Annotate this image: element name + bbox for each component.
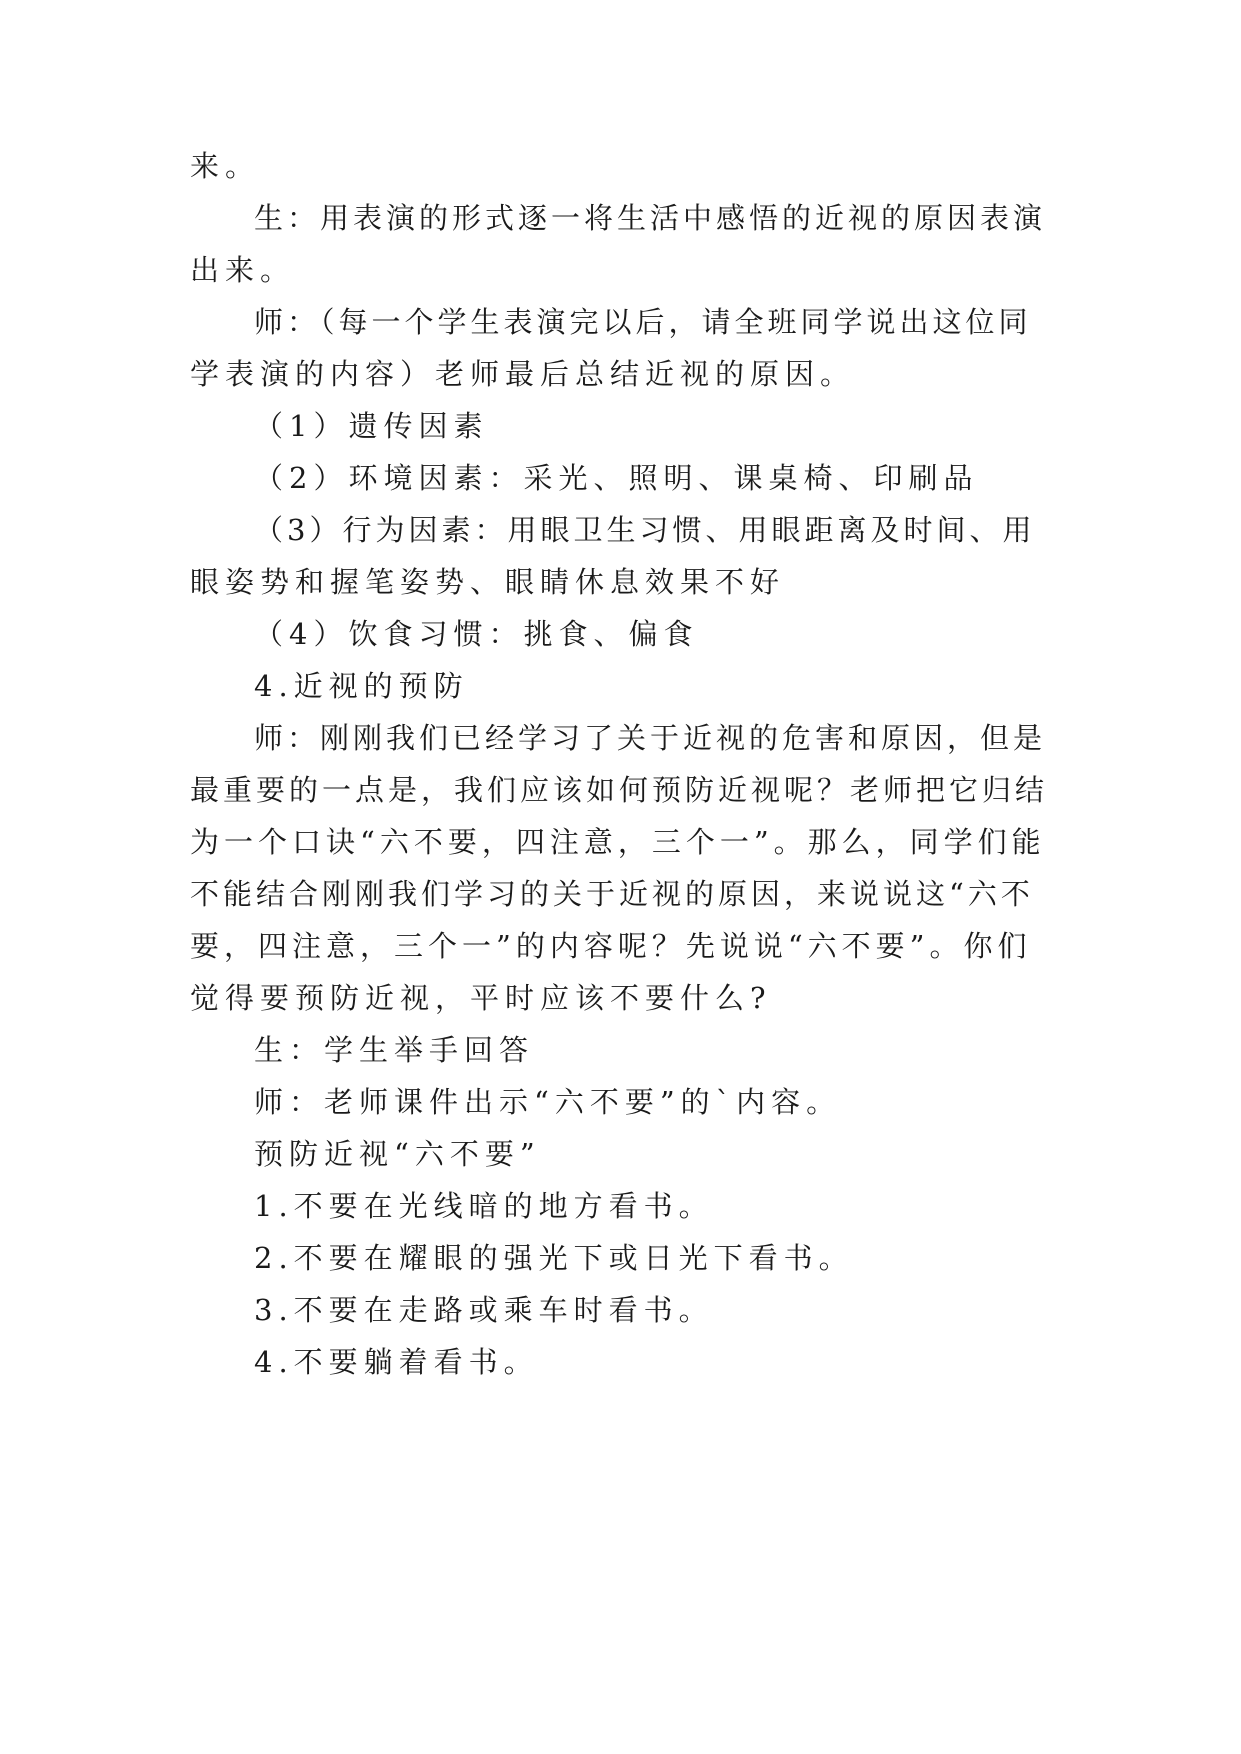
text-line: 觉得要预防近视，平时应该不要什么?: [190, 981, 772, 1015]
text-line: 最重要的一点是，我们应该如何预防近视呢？老师把它归结: [190, 773, 1049, 807]
text-line: （2）环境因素：采光、照明、课桌椅、印刷品: [254, 461, 979, 495]
list-heading: 预防近视“六不要”: [254, 1137, 541, 1171]
text-line: （3）行为因素：用眼卫生习惯、用眼距离及时间、用: [254, 513, 1036, 547]
text-line: 生：用表演的形式逐一将生活中感悟的近视的原因表演: [254, 201, 1047, 235]
text-line: 来。: [190, 149, 261, 183]
text-line: （1）遗传因素: [254, 409, 489, 443]
section-heading: 4.近视的预防: [254, 669, 469, 703]
text-line: 师：（每一个学生表演完以后，请全班同学说出这位同: [254, 305, 1032, 339]
list-item: 4.不要躺着看书。: [254, 1345, 539, 1379]
text-line: 眼姿势和握笔姿势、眼睛休息效果不好: [190, 565, 786, 599]
text-line: 师：老师课件出示“六不要”的`内容。: [254, 1085, 842, 1119]
list-item: 2.不要在耀眼的强光下或日光下看书。: [254, 1241, 854, 1275]
text-line: 要，四注意，三个一”的内容呢？先说说“六不要”。你们: [190, 929, 1032, 963]
text-line: （4）饮食习惯：挑食、偏食: [254, 617, 699, 651]
text-line: 学表演的内容）老师最后总结近视的原因。: [190, 357, 856, 391]
text-line: 不能结合刚刚我们学习的关于近视的原因，来说说这“六不: [190, 877, 1034, 911]
text-line: 师：刚刚我们已经学习了关于近视的危害和原因，但是: [254, 721, 1047, 755]
document-page: [190, 0, 1051, 1754]
text-line: 出来。: [190, 253, 296, 287]
text-line: 生：学生举手回答: [254, 1033, 535, 1067]
text-line: 为一个口诀“六不要，四注意，三个一”。那么，同学们能: [190, 825, 1046, 859]
list-item: 3.不要在走路或乘车时看书。: [254, 1293, 714, 1327]
list-item: 1.不要在光线暗的地方看书。: [254, 1189, 714, 1223]
